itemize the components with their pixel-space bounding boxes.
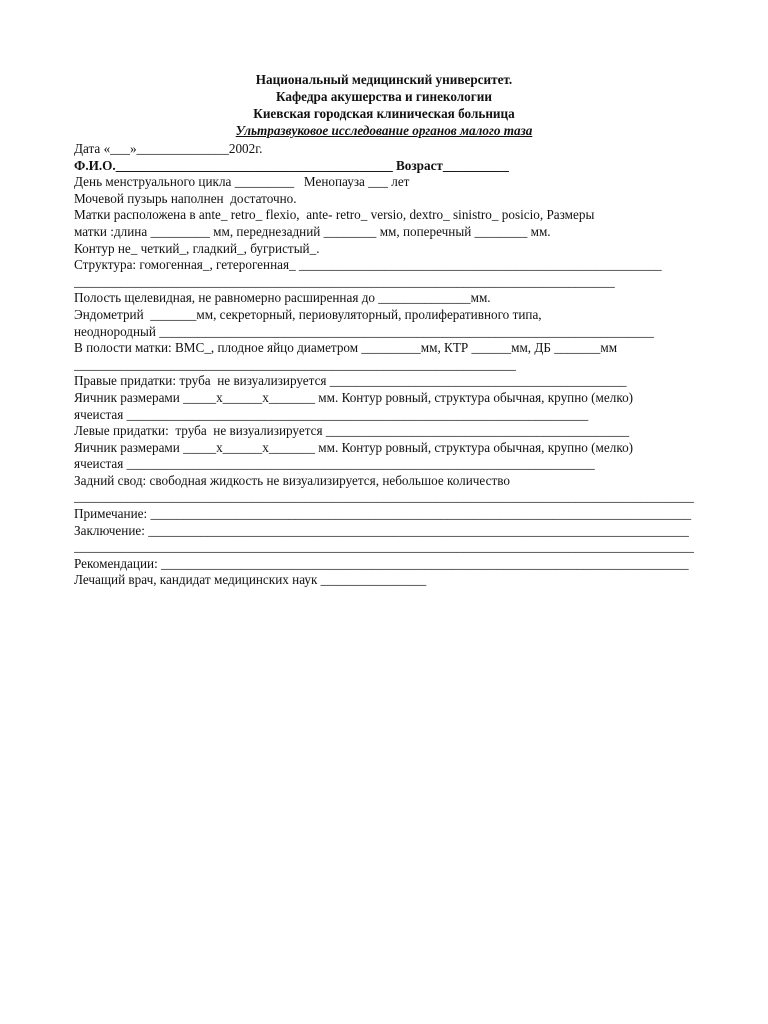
right-ovary-cellular-line: ячеистая ______________________________________________________________________ <box>74 406 589 422</box>
cycle-day-line: День менструального цикла _________ Менопауза ___ лет <box>74 174 410 190</box>
endometrium-heterogeneous-line: неоднородный ___________________________________________________________________________ <box>74 323 654 339</box>
uterus-position-line: Матки расположена в ante_ retro_ flexio, ante- retro_ versio, dextro_ sinistro_ posicio, Размеры <box>74 207 595 223</box>
conclusion-line: Заключение: __________________________________________________________________________________ <box>74 522 689 538</box>
recommendations-line: Рекомендации: ________________________________________________________________________________ <box>74 555 689 571</box>
university-name: Национальный медицинский университет. <box>255 72 513 87</box>
note-line: Примечание: __________________________________________________________________________________ <box>74 506 692 522</box>
posterior-fornix-line: Задний свод: свободная жидкость не визуализируется, небольшое количество <box>74 472 510 488</box>
structure-blank-line: __________________________________________________________________________________ <box>74 273 615 289</box>
date-line: Дата «___»______________2002г. <box>74 141 263 156</box>
left-ovary-line: Яичник размерами _____х______х_______ мм. Контур ровный, структура обычная, крупно (мелко) <box>74 439 634 455</box>
bladder-line: Мочевой пузырь наполнен достаточно. <box>74 190 297 206</box>
form-body <box>74 141 714 589</box>
physician-line: Лечащий врач, кандидат медицинских наук ________________ <box>74 572 427 588</box>
left-ovary-cellular-line: ячеистая _______________________________________________________________________ <box>74 456 595 472</box>
uterus-size-line: матки :длина _________ мм, переднезадний ________ мм, поперечный ________ мм. <box>74 223 551 239</box>
document-subtitle: Ультразвуковое исследование органов малого таза <box>235 123 533 138</box>
hospital-name: Киевская городская клиническая больница <box>253 106 515 121</box>
patient-name-line: Ф.И.О.__________________________________________ Возраст__________ <box>74 157 509 173</box>
endometrium-line: Эндометрий _______мм, секреторный, периовуляторный, пролиферативного типа, <box>74 306 542 322</box>
right-adnexa-line: Правые придатки: труба не визуализируется _____________________________________________ <box>74 373 627 389</box>
department-name: Кафедра акушерства и гинекологии <box>276 89 492 104</box>
uterine-cavity-blank-line: ___________________________________________________________________ <box>74 356 516 372</box>
left-adnexa-line: Левые придатки: труба не визуализируется ______________________________________________ <box>74 423 630 439</box>
structure-line: Структура: гомогенная_, гетерогенная_ _______________________________________________________ <box>74 257 662 273</box>
cavity-line: Полость щелевидная, не равномерно расширенная до ______________мм. <box>74 290 491 306</box>
uterine-cavity-line: В полости матки: ВМС_, плодное яйцо диаметром _________мм, КТР ______мм, ДБ _______мм <box>74 340 618 356</box>
contour-line: Контур не_ четкий_, гладкий_, бугристый_. <box>74 240 320 256</box>
right-ovary-line: Яичник размерами _____х______х_______ мм. Контур ровный, структура обычная, крупно (мелко) <box>74 389 634 405</box>
document-header <box>0 71 768 139</box>
posterior-fornix-blank-line: ______________________________________________________________________________________________ <box>74 489 694 505</box>
conclusion-blank-line: ______________________________________________________________________________________________ <box>74 539 694 555</box>
